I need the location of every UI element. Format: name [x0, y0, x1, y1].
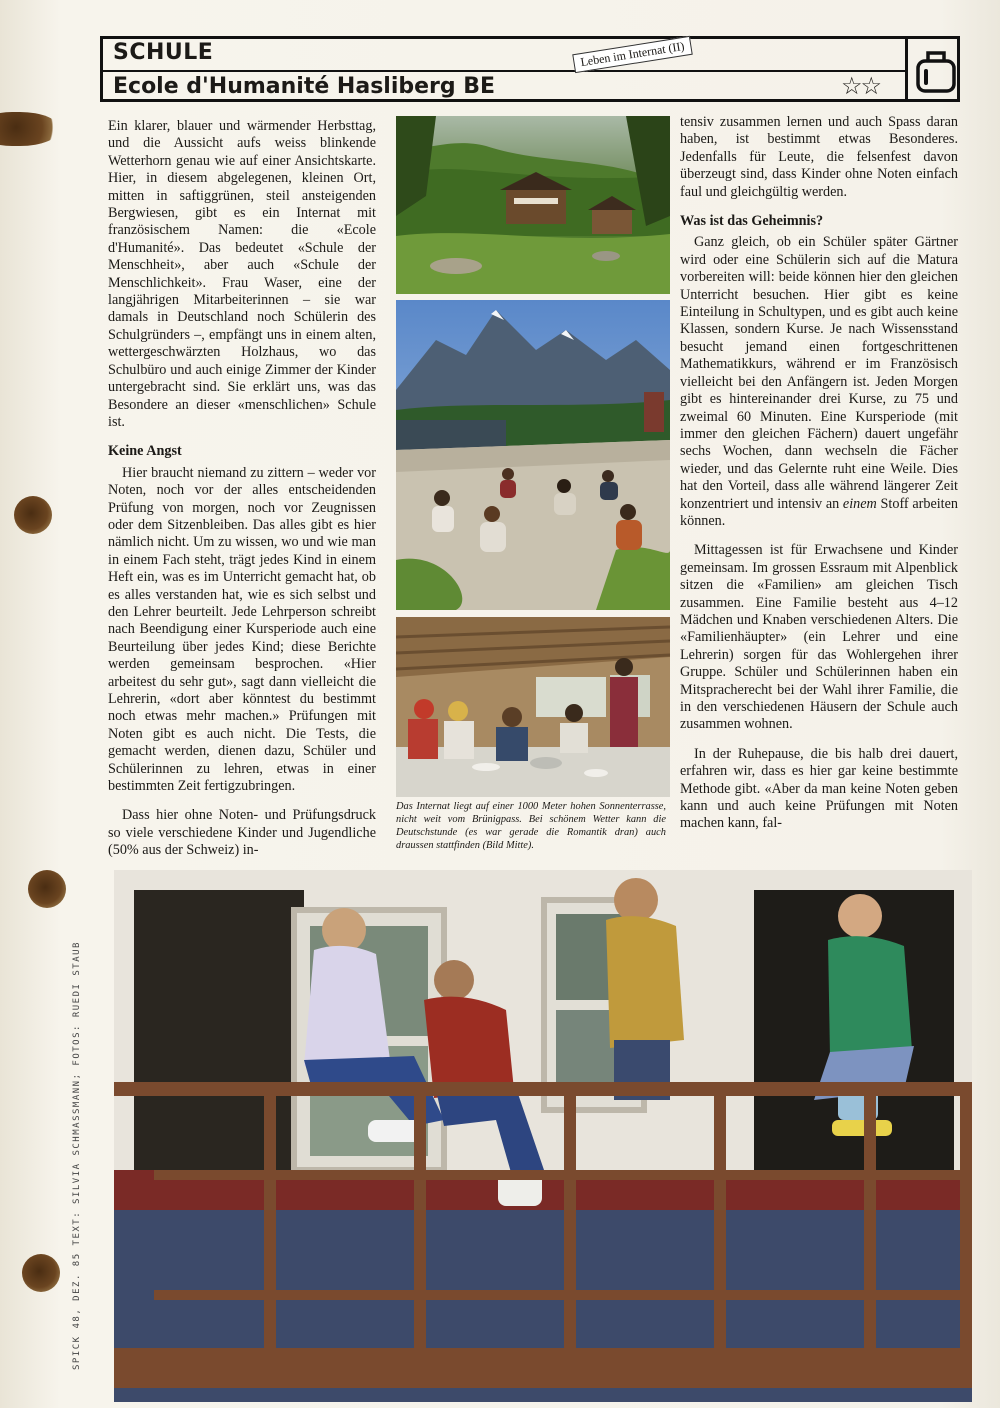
rating-stars: ☆☆	[841, 74, 881, 100]
text-column-right	[680, 114, 958, 845]
photo-caption: Das Internat liegt auf einer 1000 Meter hohen Sonnenterrasse, nicht weit vom Brünigpass. Bei schönem Wetter kann die Deutschstunde (es war gerade die Romantik dran) auch draussen stattfinden (Bild Mitte).	[396, 801, 666, 851]
section-heading: Was ist das Geheimnis?	[680, 213, 824, 230]
page-header	[100, 36, 960, 102]
photo-outdoor-lesson	[396, 300, 670, 610]
body-paragraph: tensiv zusammen lernen und auch Spass daran haben, ist bestimmt etwas Besonderes. Jedenfalls für Leute, die felsenfest davon überzeugt sind, dass Kinder ohne Noten einfach faul und gleichgültig werden.	[680, 114, 958, 200]
photo-alpine-village	[396, 116, 670, 294]
series-tag: Leben im Internat (II)	[572, 36, 692, 73]
body-paragraph: Mittagessen ist für Erwachsene und Kinder gemeinsam. Im grossen Essraum mit Alpenblick sitzen die «Familien» am gleichen Tisch zusammen. Eine Familie besteht aus 4–12 Mädchen und Knaben verschiedenen Alters. Die «Familienhäupter» (ein Lehrer und eine Lehrerin) sorgen für das Wohlergehen ihrer Gruppe. Schüler und Schülerinnen haben ein Mitspracherecht bei der Wahl ihrer Familie, die in den verschiedenen Häusern der Schule auch zusammen wohnen.	[680, 542, 958, 733]
binder-hole	[22, 1254, 60, 1292]
section-heading: Keine Angst	[108, 443, 182, 460]
body-paragraph: Dass hier ohne Noten- und Prüfungsdruck so viele verschiedene Kinder und Jugendliche (50% aus der Schweiz) in-	[108, 807, 376, 859]
intro-paragraph: Ein klarer, blauer und wärmender Herbsttag, und die Aussicht aufs weiss blinkende Wetterhorn genau wie auf einer Ansichtskarte. Hier, in diesem abgelegenen, kleinen Ort, mitten in saftiggrünen, steil ansteigenden Bergwiesen, gibt es ein Internat mit französischem Namen: die «Ecole d'Humanité». Das bedeutet «Schule der Menschheit», aber auch «Schule der Menschlichkeit». Frau Waser, eine der langjährigen Mitarbeiterinnen – sie war damals in Deutschland noch Schülerin des Schulgründers –, empfängt uns in einem alten, wettergeschwärzten Holzhaus, wo das Schulbüro und auch einige Zimmer der Kinder untergebracht sind. Sie erklärt uns, was das Besondere an dieser «menschlichen» Schule ist.	[108, 118, 376, 430]
page-title: Ecole d'Humanité Hasliberg BE	[113, 74, 496, 99]
binder-hole	[28, 870, 66, 908]
photo-students-on-railing	[114, 870, 972, 1402]
binder-hole	[14, 496, 52, 534]
briefcase-icon	[915, 45, 957, 95]
text-column-left	[108, 118, 376, 872]
side-credit: SPICK 48, DEZ. 85 TEXT: SILVIA SCHMASSMANN; FOTOS: RUEDI STAUB	[72, 941, 82, 1370]
body-paragraph: Hier braucht niemand zu zittern – weder vor Noten, noch vor der alles entscheidenden Prüfung von morgen, noch vor Zeugnissen oder dem Sitzenbleiben. Das alles gibt es hier nämlich nicht. Um zu wissen, wo und wie man in einem Fach steht, trägt jedes Kind in einem Heft ein, was es im Unterricht gemacht hat, ob es alles verstanden hat, wie es sich selbst und den Lehrer beurteilt. Jede Lehrperson schreibt nach Beendigung einer Kursperiode auch eine Beurteilung über jedes Kind; diese Berichte werden gemeinsam besprochen. «Hier arbeitest du sehr gut», sagt dann vielleicht die Lehrerin, «dort aber könntest du bestimmt noch etwas mehr machen.» Prüfungen mit Noten gibt es auch nicht. Die Tests, die gemacht werden, dienen dazu, Schüler und Schülerinnen zu lehren, etwas in einer bestimmten Zeit fertigzubringen.	[108, 464, 376, 795]
body-paragraph: In der Ruhepause, die bis halb drei dauert, erfahren wir, dass es hier gar keine bestimmte Methode gibt. «Aber da man keine Noten geben kann und auch keine Prüfungen mit Noten machen kann, fal-	[680, 745, 958, 832]
section-title: SCHULE	[113, 40, 214, 65]
body-paragraph: Ganz gleich, ob ein Schüler später Gärtner wird oder eine Schülerin sich auf die Matura vorbereiten will: beide können hier den gleichen Unterricht besuchen. Hier gibt es keine Einteilung in Schultypen, und es gibt auch keine Klassen, sondern Kurse. Je nach Wissensstand besucht jemand einen fortgeschrittenen Mathematikkurs, während er im Französisch vielleicht bei den Anfängern ist. Jeden Morgen gibt es hintereinander drei Kurse, zu 75 und zweimal 60 Minuten. Eine Kursperiode (mit immer den gleichen Fächern) dauert ungefähr sechs Wochen, dann wechseln die Fächer wieder, und das Gelernte ruht eine Weile. Dies hat den Vorteil, dass alle während längerer Zeit konzentriert und intensiv an einem Stoff arbeiten können.	[680, 234, 959, 529]
photo-dining-room	[396, 617, 670, 797]
